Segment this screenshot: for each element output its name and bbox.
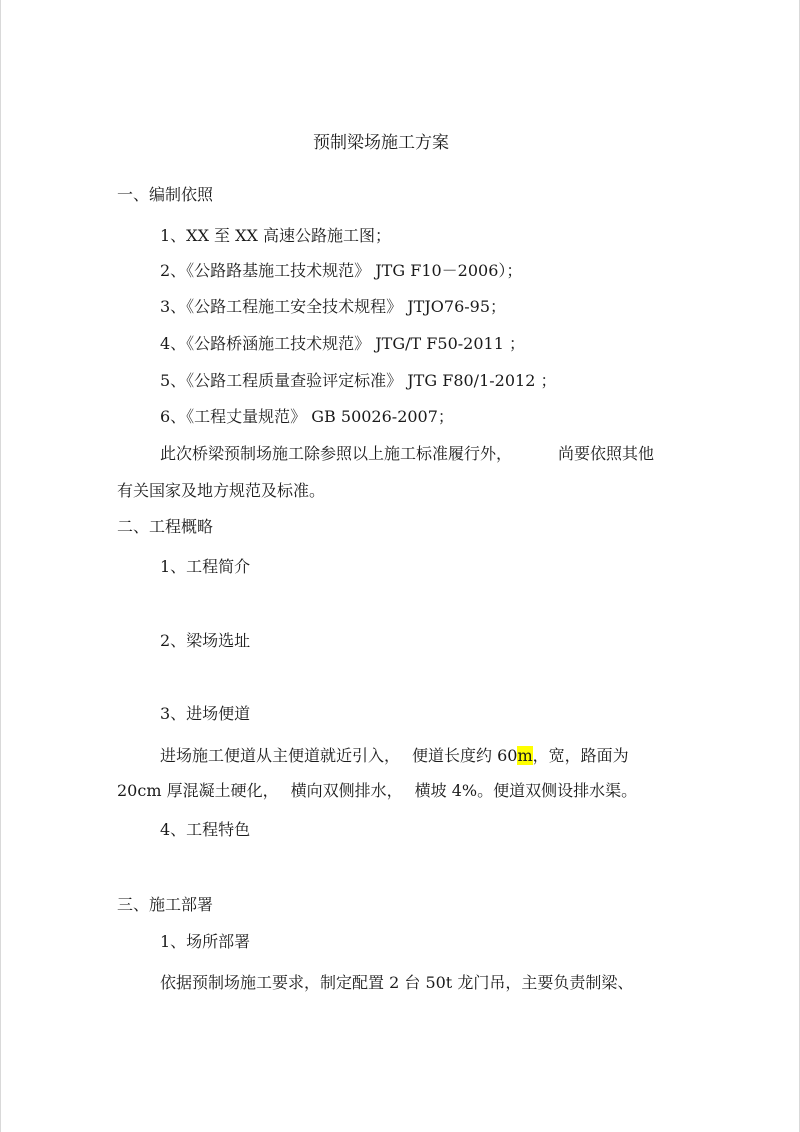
section-heading-deployment: 三、施工部署 <box>117 895 214 914</box>
access-road-paragraph-line-2 <box>117 781 637 801</box>
basis-item-2: 2、《公路路基施工技术规范》 JTG F10－2006）； <box>160 261 523 280</box>
basis-paragraph-part-b: 尚要依照其他 <box>558 444 655 463</box>
basis-item-6: 6、《工程丈量规范》 GB 50026-2007； <box>160 407 454 426</box>
overview-sub-access-road: 3、进场便道 <box>160 704 251 723</box>
section-heading-overview: 二、工程概略 <box>117 517 214 536</box>
overview-sub-intro: 1、工程简介 <box>160 557 251 576</box>
basis-paragraph-line-2: 有关国家及地方规范及标准。 <box>117 481 326 500</box>
deployment-paragraph-line-1: 依据预制场施工要求，制定配置 2 台 50t 龙门吊，主要负责制梁、 <box>160 973 634 992</box>
access-road-line2-c: 横坡 4%。便道双侧设排水渠。 <box>414 781 638 800</box>
access-road-length-number: 60 <box>497 746 518 765</box>
document-title: 预制梁场施工方案 <box>313 133 449 153</box>
basis-item-3: 3、《公路工程施工安全技术规程》 JTJO76-95； <box>160 297 507 316</box>
section-heading-basis: 一、编制依照 <box>117 185 214 204</box>
access-road-line2-b: 横向双侧排水， <box>290 781 403 800</box>
basis-item-5: 5、《公路工程质量查验评定标准》 JTG F80/1-2012 ； <box>160 371 557 390</box>
access-road-line2-a: 20cm 厚混凝土硬化， <box>117 781 279 800</box>
basis-paragraph-part-a: 此次桥梁预制场施工除参照以上施工标准履行外， <box>160 444 513 463</box>
page-left-border <box>0 0 1 1132</box>
overview-sub-features: 4、工程特色 <box>160 820 251 839</box>
access-road-length-highlight: m <box>517 746 533 765</box>
deployment-sub-site-layout: 1、场所部署 <box>160 932 251 951</box>
basis-item-1: 1、XX 至 XX 高速公路施工图； <box>160 226 392 245</box>
overview-sub-site: 2、梁场选址 <box>160 631 251 650</box>
access-road-part-a: 进场施工便道从主便道就近引入， <box>160 746 401 765</box>
basis-item-4: 4、《公路桥涵施工技术规范》 JTG/T F50-2011 ； <box>160 334 525 353</box>
access-road-part-b: 便道长度约 <box>412 746 498 765</box>
access-road-paragraph-line-1 <box>160 746 629 766</box>
access-road-part-c: ，宽，路面为 <box>532 746 629 765</box>
basis-paragraph-line-1 <box>160 444 654 464</box>
